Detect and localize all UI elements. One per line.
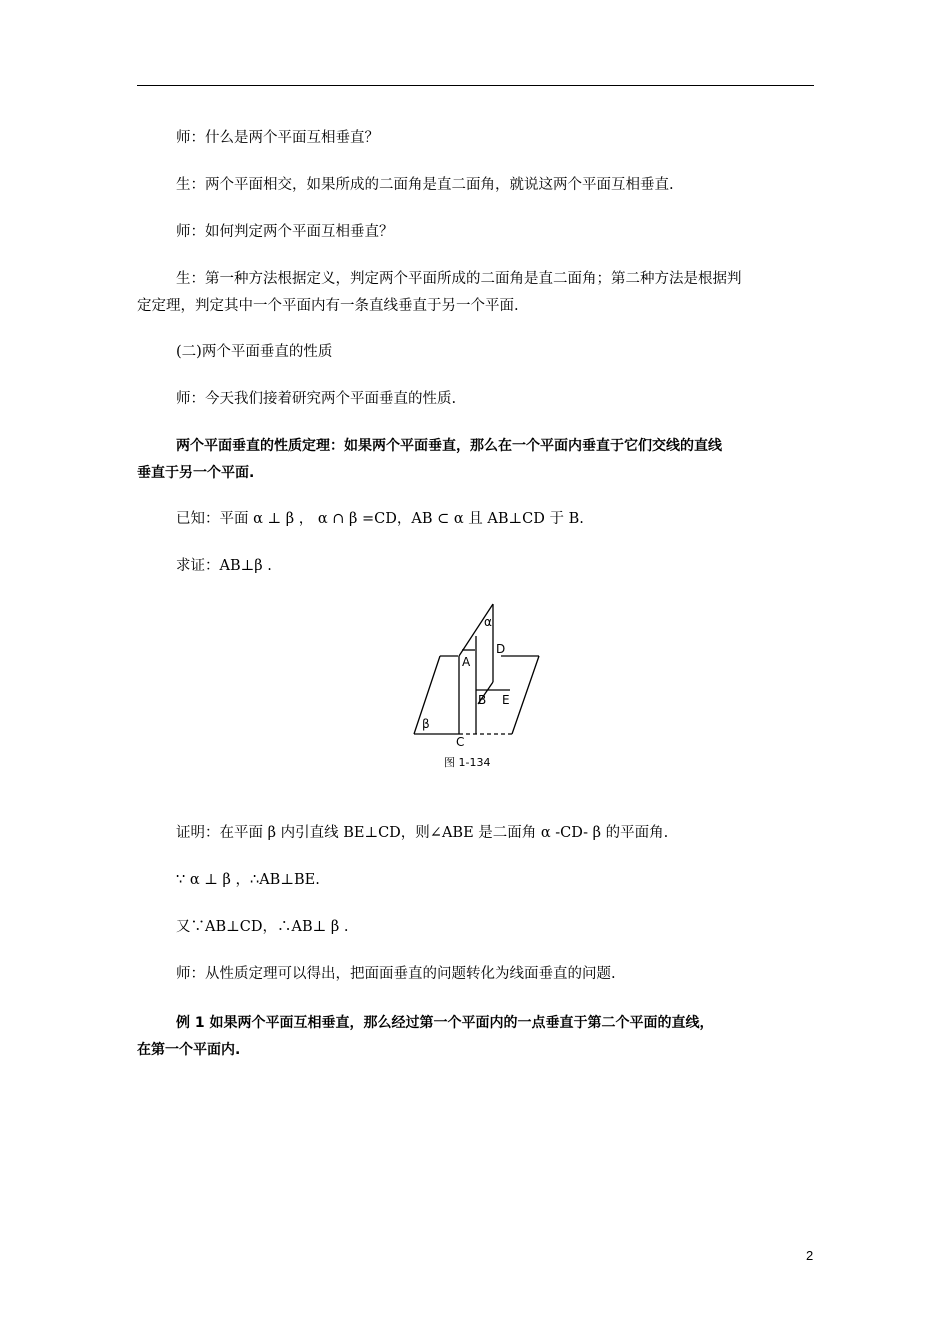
dialogue-student-2-line1: 生：第一种方法根据定义，判定两个平面所成的二面角是直二面角；第二种方法是根据判 bbox=[176, 271, 742, 287]
dialogue-teacher-3: 师：今天我们接着研究两个平面垂直的性质. bbox=[176, 391, 457, 407]
dialogue-student-2-line2: 定定理，判定其中一个平面内有一条直线垂直于另一个平面. bbox=[137, 298, 519, 314]
proof-line1: 证明：在平面 β 内引直线 BE⊥CD，则∠ABE 是二面角 α -CD- β 的平面角. bbox=[176, 825, 669, 841]
page-number: 2 bbox=[806, 1248, 814, 1263]
figure-1-134 bbox=[400, 598, 560, 778]
point-b-label: B bbox=[478, 693, 487, 707]
theorem-line2: 垂直于另一个平面. bbox=[137, 465, 255, 481]
given-statement: 已知：平面 α ⊥ β ， α ∩ β =CD，AB ⊂ α 且 AB⊥CD 于 B. bbox=[176, 511, 584, 527]
point-d-label: D bbox=[496, 642, 506, 656]
header-rule bbox=[137, 85, 814, 86]
section-heading: (二)两个平面垂直的性质 bbox=[176, 344, 333, 360]
point-c-label: C bbox=[456, 735, 465, 749]
proof-line2: ∵ α ⊥ β ，∴AB⊥BE. bbox=[176, 872, 320, 888]
example-1-line2: 在第一个平面内. bbox=[137, 1042, 241, 1058]
point-a-label: A bbox=[462, 655, 471, 669]
dialogue-teacher-2: 师：如何判定两个平面互相垂直？ bbox=[176, 224, 394, 240]
theorem-line1: 两个平面垂直的性质定理：如果两个平面垂直，那么在一个平面内垂直于它们交线的直线 bbox=[176, 438, 722, 454]
proof-line3: 又∵AB⊥CD，∴AB⊥ β . bbox=[176, 919, 349, 935]
beta-label: β bbox=[422, 717, 430, 731]
dialogue-teacher-4: 师：从性质定理可以得出，把面面垂直的问题转化为线面垂直的问题. bbox=[176, 966, 616, 982]
example-1-line1: 例 1 如果两个平面互相垂直，那么经过第一个平面内的一点垂直于第二个平面的直线， bbox=[176, 1015, 714, 1031]
alpha-label: α bbox=[484, 615, 492, 629]
geometry-diagram bbox=[400, 598, 560, 778]
beta-right-edge bbox=[512, 656, 539, 734]
point-e-label: E bbox=[502, 693, 510, 707]
dialogue-student-1: 生：两个平面相交，如果所成的二面角是直二面角，就说这两个平面互相垂直. bbox=[176, 177, 674, 193]
dialogue-teacher-1: 师：什么是两个平面互相垂直？ bbox=[176, 130, 379, 146]
figure-caption: 图 1-134 bbox=[444, 756, 491, 769]
prove-statement: 求证：AB⊥β . bbox=[176, 558, 272, 574]
